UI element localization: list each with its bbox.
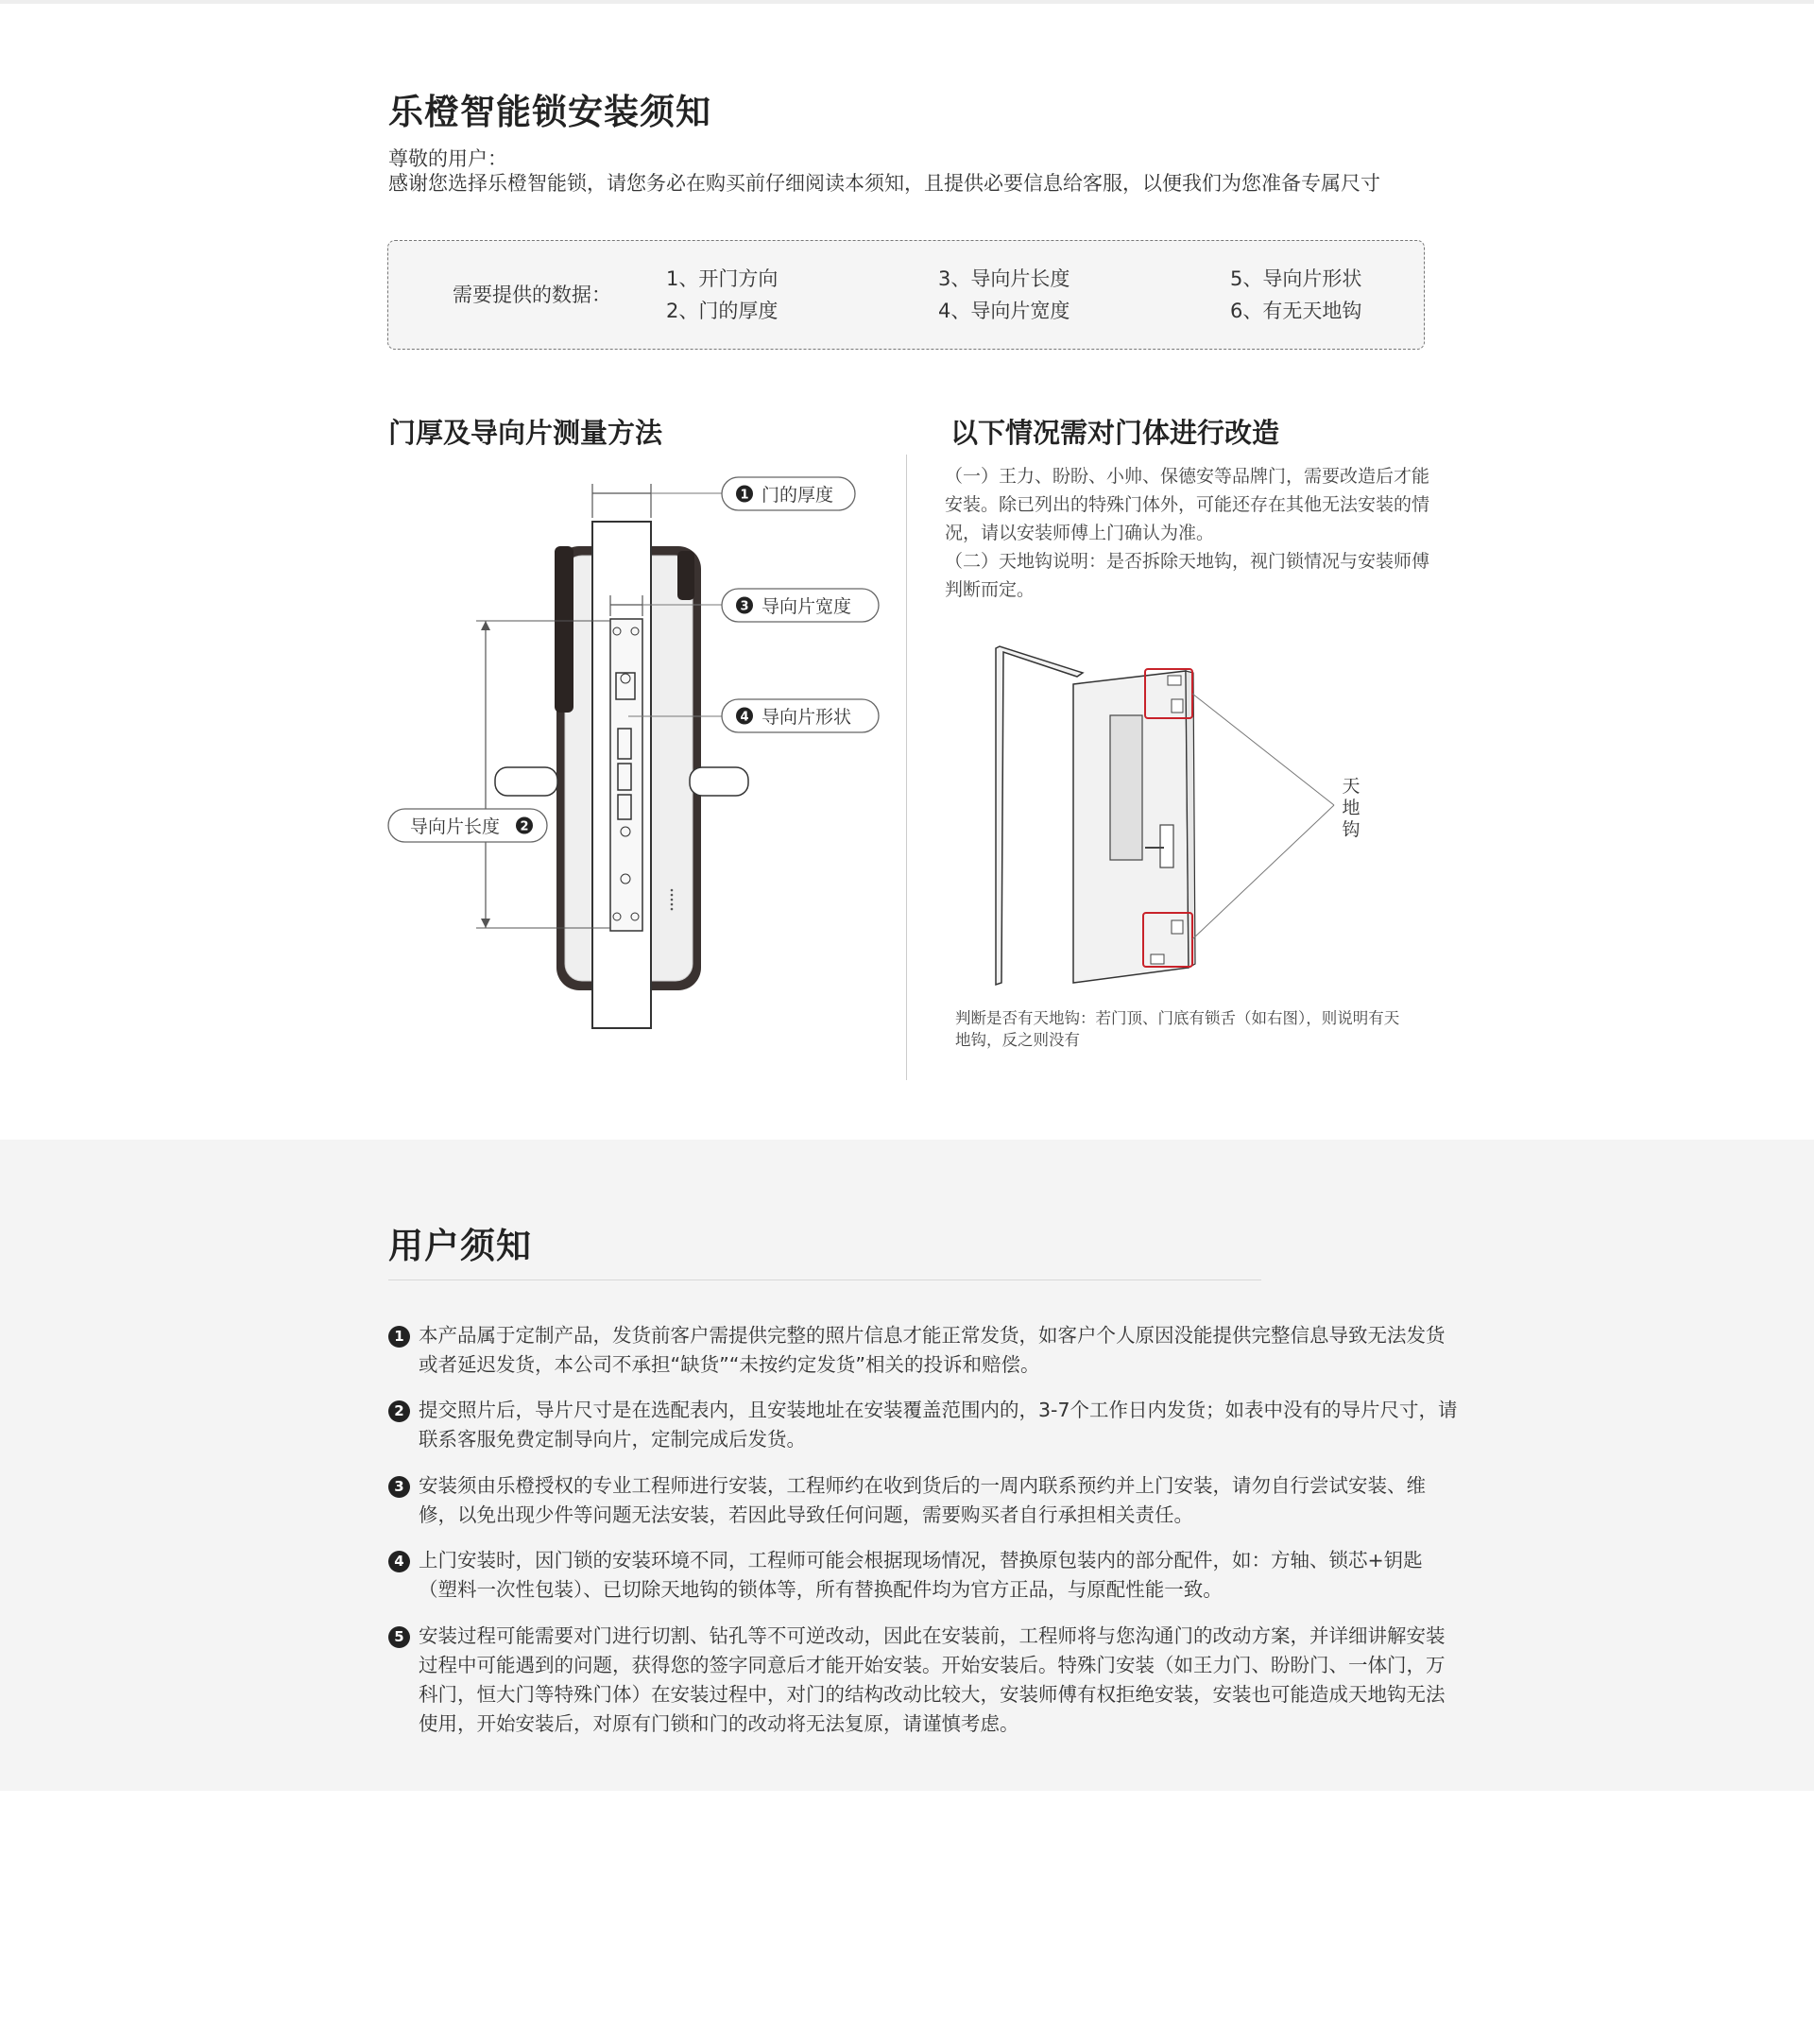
top-border [0, 0, 1814, 4]
rear-plate [677, 551, 694, 600]
notice-text: 上门安装时，因门锁的安装环境不同，工程师可能会根据现场情况，替换原包装内的部分配件，如：方轴、锁芯+钥匙（塑料一次性包装）、已切除天地钩的锁体等，所有替换配件均为官方正品，与原配性能一致。 [419, 1549, 1423, 1601]
modify-section-title: 以下情况需对门体进行改造 [950, 417, 1280, 449]
notice-text: 提交照片后，导片尺寸是在选配表内，且安装地址在安装覆盖范围内的，3-7个工作日内发货；如表中没有的导片尺寸，请联系客服免费定制导向片，定制完成后发货。 [419, 1399, 1458, 1451]
notice-title: 用户须知 [388, 1226, 532, 1266]
notice-text: 本产品属于定制产品，发货前客户需提供完整的照片信息才能正常发货，如客户个人原因没能提供完整信息导致无法发货或者延迟发货，本公司不承担“缺货”“未按约定发货”相关的投诉和赔偿。 [419, 1324, 1446, 1376]
svg-text:导向片形状: 导向片形状 [762, 707, 852, 728]
hook-label: 地 [1342, 798, 1360, 818]
guide-plate [610, 619, 642, 931]
data-item: 5、导向片形状 [1230, 267, 1362, 290]
page-title: 乐橙智能锁安装须知 [388, 92, 711, 132]
callout-guide-width [722, 589, 879, 622]
required-data-box [387, 240, 1425, 350]
intro-text: 感谢您选择乐橙智能锁，请您务必在购买前仔细阅读本须知，且提供必要信息给客服，以便我们为您准备专属尺寸 [388, 172, 1380, 195]
callout-guide-shape [722, 699, 879, 732]
data-item: 4、导向片宽度 [938, 300, 1070, 322]
svg-text:2: 2 [520, 819, 529, 834]
callout-guide-length [388, 809, 547, 842]
data-item: 6、有无天地钩 [1230, 300, 1362, 322]
svg-text:3: 3 [740, 599, 749, 614]
notice-number-badge: 5 [388, 1626, 410, 1648]
notice-number-badge: 1 [388, 1326, 410, 1348]
outer-handle [690, 767, 748, 796]
front-plate [555, 546, 573, 713]
notice-number-badge: 2 [388, 1400, 410, 1422]
hook-label: 天 [1342, 776, 1360, 797]
data-item: 2、门的厚度 [666, 300, 779, 322]
callout-door-thickness [722, 477, 855, 510]
notice-number-badge: 4 [388, 1551, 410, 1572]
hook-label: 钩 [1342, 819, 1360, 840]
svg-text:门的厚度: 门的厚度 [762, 485, 834, 506]
data-item: 1、开门方向 [666, 267, 779, 290]
lock-measure-diagram [378, 463, 907, 1049]
inner-handle [495, 767, 557, 796]
door-hook-diagram [973, 633, 1389, 992]
measure-section-title: 门厚及导向片测量方法 [388, 417, 663, 449]
lock-panel [1110, 715, 1142, 860]
door-frame [996, 646, 1083, 985]
svg-text:4: 4 [740, 710, 749, 725]
data-item: 3、导向片长度 [938, 267, 1070, 290]
notice-text: 安装须由乐橙授权的专业工程师进行安装，工程师约在收到货后的一周内联系预约并上门安装，请勿自行尝试安装、维修，以免出现少件等问题无法安装，若因此导致任何问题，需要购买者自行承担相关责任。 [419, 1474, 1426, 1526]
modify-paragraph-1: （一）王力、盼盼、小帅、保德安等品牌门，需要改造后才能安装。除已列出的特殊门体外，可能还存在其他无法安装的情况，请以安装师傅上门确认为准。 [945, 466, 1430, 543]
required-data-label: 需要提供的数据： [453, 283, 611, 306]
svg-text:1: 1 [740, 488, 749, 503]
greeting-text: 尊敬的用户： [388, 147, 507, 170]
modify-paragraph-2: （二）天地钩说明：是否拆除天地钩，视门锁情况与安装师傅判断而定。 [945, 551, 1430, 600]
hook-caption: 判断是否有天地钩：若门顶、门底有锁舌（如右图），则说明有天地钩，反之则没有 [955, 1009, 1400, 1049]
notice-text: 安装过程可能需要对门进行切割、钻孔等不可逆改动，因此在安装前，工程师将与您沟通门的改动方案，并详细讲解安装过程中可能遇到的问题，获得您的签字同意后才能开始安装。开始安装后。特殊门安装（如王力门、盼盼门、一体门，万科门，恒大门等特殊门体）在安装过程中，对门的结构改动比较大，安装师傅有权拒绝安装，安装也可能造成天地钩无法使用，开始安装后，对原有门锁和门的改动将无法复原，请谨慎考虑。 [419, 1624, 1446, 1735]
svg-text:导向片宽度: 导向片宽度 [762, 596, 852, 617]
notice-number-badge: 3 [388, 1476, 410, 1498]
svg-text:导向片长度: 导向片长度 [410, 816, 501, 837]
